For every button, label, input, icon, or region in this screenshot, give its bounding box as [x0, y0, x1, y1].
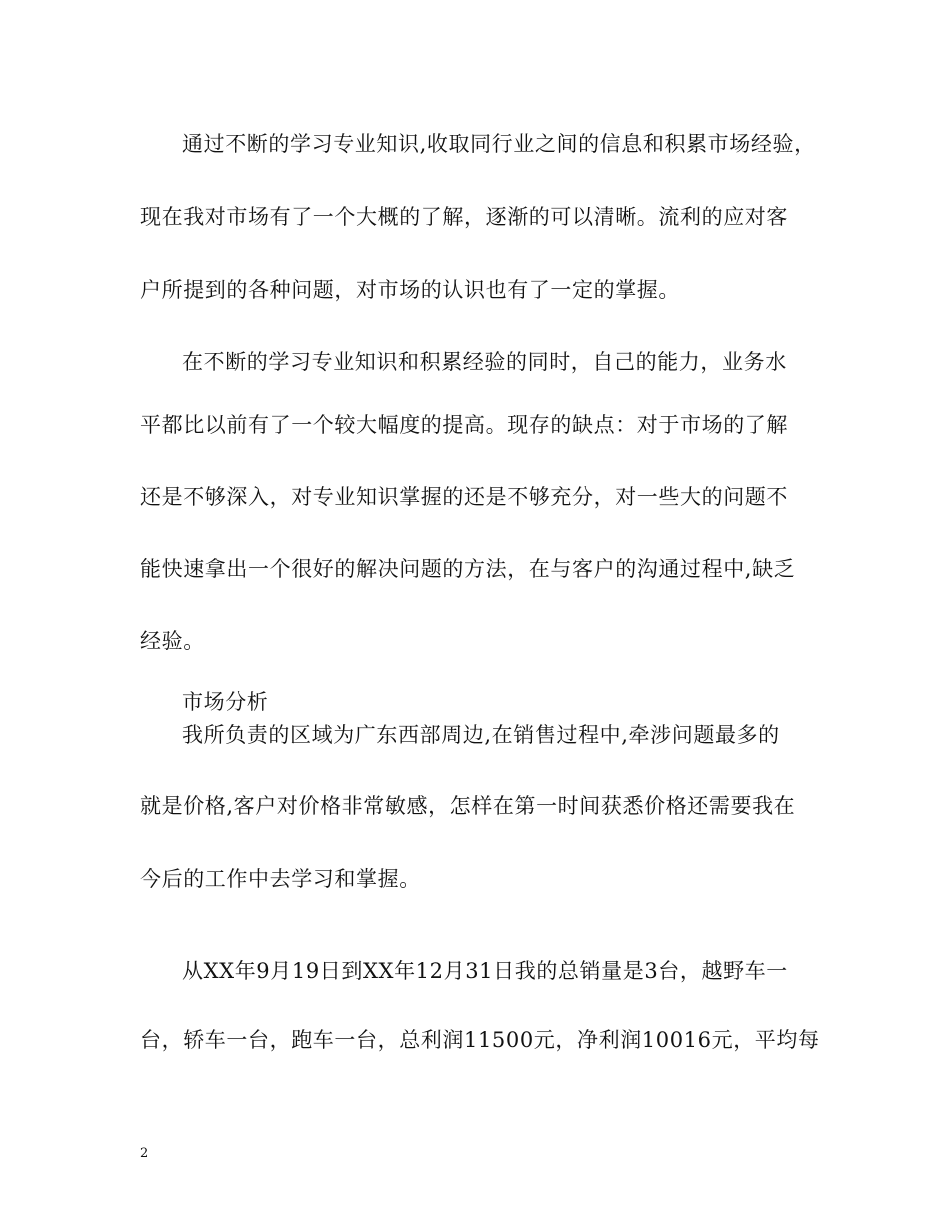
- paragraph-line: 在不断的学习专业知识和积累经验的同时，自己的能力，业务水: [182, 350, 787, 374]
- paragraph-line: 台，轿车一台，跑车一台，总利润11500元，净利润10016元，平均每: [140, 1028, 820, 1052]
- paragraph-line: 现在我对市场有了一个大概的了解，逐渐的可以清晰。流利的应对客: [140, 205, 788, 229]
- paragraph-line: 今后的工作中去学习和掌握。: [140, 867, 421, 891]
- paragraph-line: 户所提到的各种问题，对市场的认识也有了一定的掌握。: [140, 278, 680, 302]
- paragraph-line: 通过不断的学习专业知识,收取同行业之间的信息和积累市场经验，: [182, 132, 816, 156]
- paragraph-line: 经验。: [140, 629, 205, 653]
- paragraph-line: 平都比以前有了一个较大幅度的提高。现存的缺点：对于市场的了解: [140, 413, 788, 437]
- section-heading: 市场分析: [182, 690, 269, 714]
- paragraph-line: 能快速拿出一个很好的解决问题的方法，在与客户的沟通过程中,缺乏: [140, 557, 796, 581]
- paragraph-line: 就是价格,客户对价格非常敏感，怎样在第一时间获悉价格还需要我在: [140, 794, 796, 818]
- paragraph-line: 还是不够深入，对专业知识掌握的还是不够充分，对一些大的问题不: [140, 485, 788, 509]
- page-number: 2: [140, 1146, 149, 1161]
- paragraph-line: 我所负责的区域为广东西部周边,在销售过程中,牵涉问题最多的: [182, 723, 780, 747]
- paragraph-line: 从XX年9月19日到XX年12月31日我的总销量是3台，越野车一: [182, 959, 788, 983]
